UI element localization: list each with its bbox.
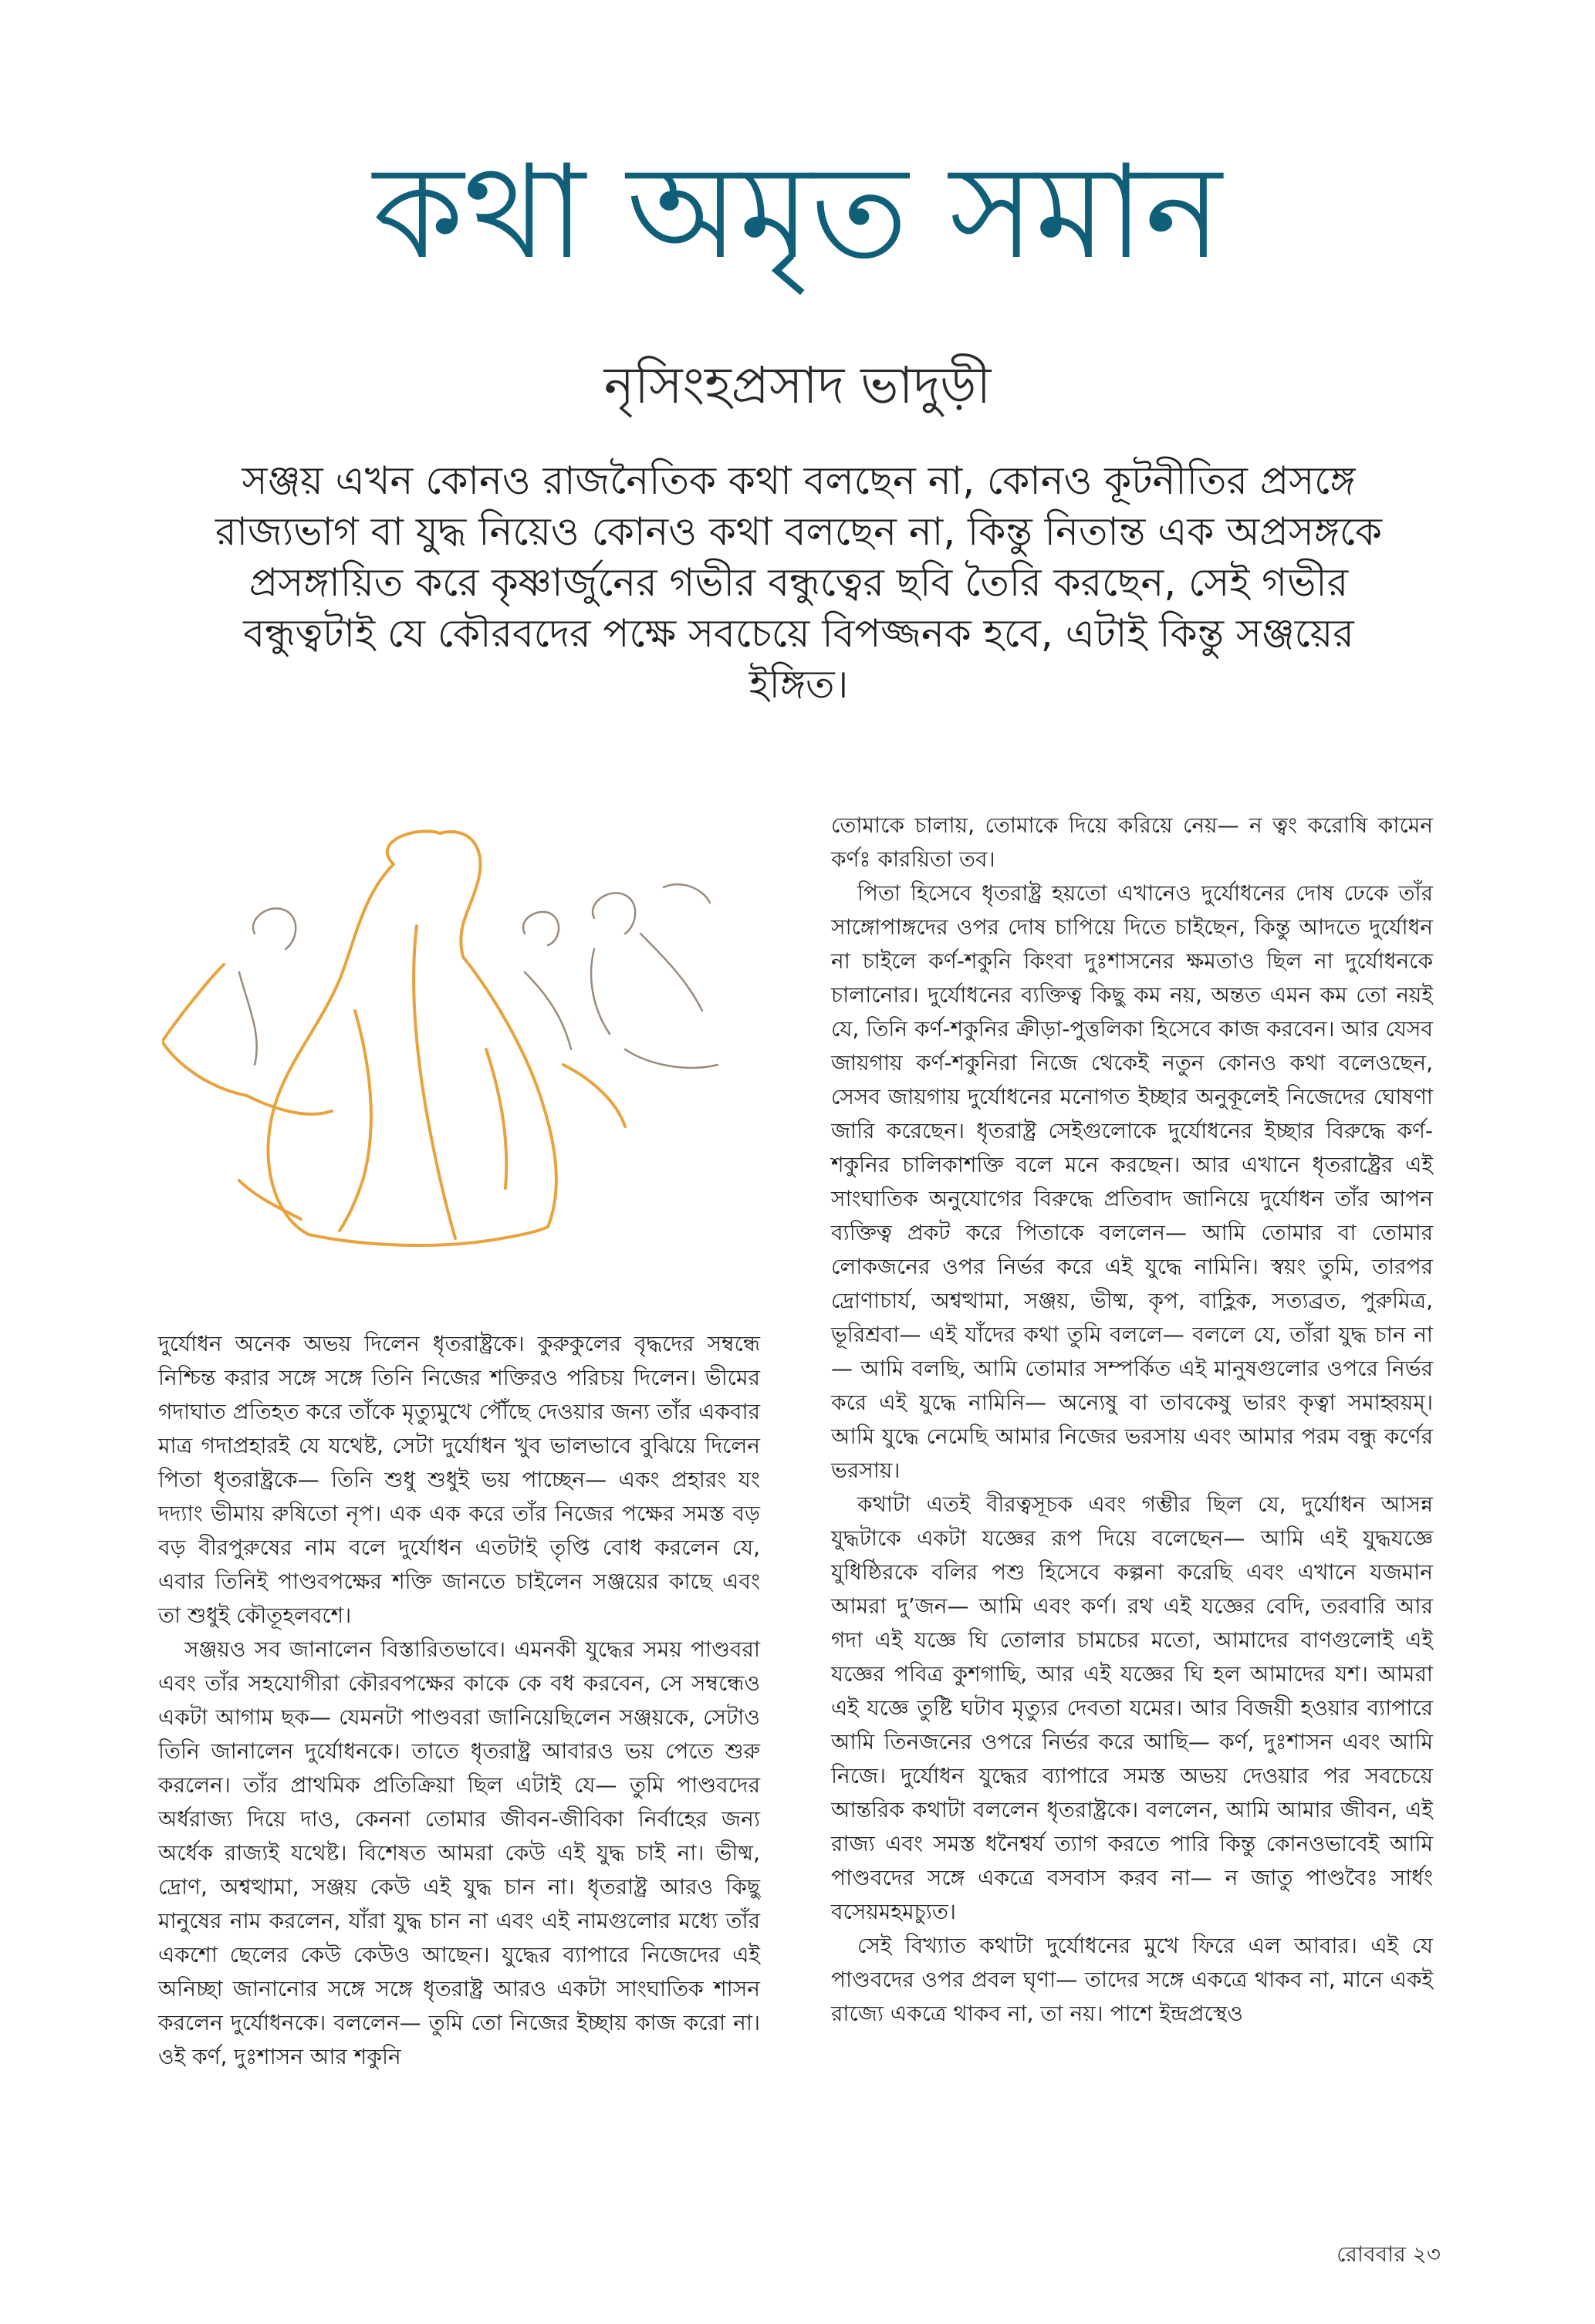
figure-illustration xyxy=(162,818,733,1250)
page-footer: রোববার ২৩ xyxy=(1336,2241,1441,2267)
paragraph: দুর্যোধন অনেক অভয় দিলেন ধৃতরাষ্ট্রকে। কুরুকুলের বৃদ্ধদের সম্বন্ধে নিশ্চিন্ত করার সঙ্গে সঙ্গে তিনি নিজের শক্তিরও পরিচয় দিলেন। ভীমের গদাঘাত প্রতিহত করে তাঁকে মৃত্যুমুখে পৌঁছে দেওয়ার জন্য তাঁর একবার মাত্র গদাপ্রহারই যে যথেষ্ট, সেটা দুর্যোধন খুব ভালভাবে বুঝিয়ে দিলেন পিতা ধৃতরাষ্ট্রকে— তিনি শুধু শুধুই ভয় পাচ্ছেন— একং প্রহারং যং দদ্যাং ভীমায় রুষিতো নৃপ। এক এক করে তাঁর নিজের পক্ষের সমস্ত বড় বড় বীরপুরুষের নাম বলে দুর্যোধন এতটাই তৃপ্তি বোধ করলেন যে, এবার তিনিই পাণ্ডবপক্ষের শক্তি জানতে চাইলেন সঞ্জয়ের কাছে এবং তা শুধুই কৌতূহলবশে। xyxy=(158,1331,760,1628)
paragraph: তোমাকে চালায়, তোমাকে দিয়ে করিয়ে নেয়— ন ত্বং করোষি কামেন কর্ণঃ কারয়িতা তব। xyxy=(831,812,1433,872)
author-name: নৃসিংহপ্রসাদ ভাদুড়ী xyxy=(603,356,992,415)
paragraph: পিতা হিসেবে ধৃতরাষ্ট্র হয়তো এখানেও দুর্যোধনের দোষ ঢেকে তাঁর সাঙ্গোপাঙ্গদের ওপর দোষ চাপিয়ে দিতে চাইছেন, কিন্তু আদতে দুর্যোধন না চাইলে কর্ণ-শকুনি কিংবা দুঃশাসনের ক্ষমতাও ছিল না দুর্যোধনকে চালানোর। দুর্যোধনের ব্যক্তিত্ব কিছু কম নয়, অন্তত এমন কম তো নয়ই যে, তিনি কর্ণ-শকুনির ক্রীড়া-পুত্তলিকা হিসেবে কাজ করবেন। আর যেসব জায়গায় কর্ণ-শকুনিরা নিজে থেকেই নতুন কোনও কথা বলেওছেন, সেসব জায়গায় দুর্যোধনের মনোগত ইচ্ছার অনুকূলেই নিজেদের ঘোষণা জারি করেছেন। ধৃতরাষ্ট্র সেইগুলোকে দুর্যোধনের ইচ্ছার বিরুদ্ধে কর্ণ-শকুনির চালিকাশক্তি বলে মনে করছেন। আর এখানে ধৃতরাষ্ট্রের এই সাংঘাতিক অনুযোগের বিরুদ্ধে প্রতিবাদ জানিয়ে দুর্যোধন তাঁর আপন ব্যক্তিত্ব প্রকট করে পিতাকে বললেন— আমি তোমার বা তোমার লোকজনের ওপর নির্ভর করে এই যুদ্ধে নামিনি। স্বয়ং তুমি, তারপর দ্রোণাচার্য, অশ্বত্থামা, সঞ্জয়, ভীষ্ম, কৃপ, বাহ্লিক, সত্যব্রত, পুরুমিত্র, ভূরিশ্রবা— এই যাঁদের কথা তুমি বললে— বললে যে, তাঁরা যুদ্ধ চান না— আমি বলছি, আমি তোমার সম্পর্কিত এই মানুষগুলোর ওপরে নির্ভর করে এই যুদ্ধে নামিনি— অন্যেষু বা তাবকেষু ভারং কৃত্বা সমাহ্বয়ম্। আমি যুদ্ধে নেমেছি আমার নিজের ভরসায় এবং আমার পরম বন্ধু কর্ণের ভরসায়। xyxy=(831,880,1433,1483)
paragraph: কথাটা এতই বীরত্বসূচক এবং গম্ভীর ছিল যে, দুর্যোধন আসন্ন যুদ্ধটাকে একটা যজ্ঞের রূপ দিয়ে বলেছেন— আমি এই যুদ্ধযজ্ঞে যুধিষ্ঠিরকে বলির পশু হিসেবে কল্পনা করেছি এবং এখানে যজমান আমরা দু’জন— আমি এবং কর্ণ। রথ এই যজ্ঞের বেদি, তরবারি আর গদা এই যজ্ঞে ঘি তোলার চামচের মতো, আমাদের বাণগুলোই এই যজ্ঞের পবিত্র কুশগাছি, আর এই যজ্ঞের ঘি হল আমাদের যশ। আমরা এই যজ্ঞে তুষ্টি ঘটাব মৃত্যুর দেবতা যমের। আর বিজয়ী হওয়ার ব্যাপারে আমি তিনজনের ওপরে নির্ভর করে আছি— কর্ণ, দুঃশাসন এবং আমি নিজে। দুর্যোধন যুদ্ধের ব্যাপারে সমস্ত অভয় দেওয়ার পর সবচেয়ে আন্তরিক কথাটা বললেন ধৃতরাষ্ট্রকে। বললেন, আমি আমার জীবন, এই রাজ্য এবং সমস্ত ধনৈশ্বর্য ত্যাগ করতে পারি কিন্তু কোনওভাবেই আমি পাণ্ডবদের সঙ্গে একত্রে বসবাস করব না— ন জাতু পাণ্ডবৈঃ সার্ধং বসেয়মহমচ্যুত। xyxy=(831,1491,1433,1924)
intro-text: সঞ্জয় এখন কোনও রাজনৈতিক কথা বলছেন না, কোনও কূটনীতির প্রসঙ্গে রাজ্যভাগ বা যুদ্ধ নিয়েও কোনও কথা বলছেন না, কিন্তু নিতান্ত এক অপ্রসঙ্গকে প্রসঙ্গায়িত করে কৃষ্ণার্জুনের গভীর বন্ধুত্বের ছবি তৈরি করছেন, সেই গভীর বন্ধুত্বটাই যে কৌরবদের পক্ষে সবচেয়ে বিপজ্জনক হবে, এটাই কিন্তু সঞ্জয়ের ইঙ্গিত। xyxy=(215,458,1382,707)
left-column xyxy=(158,1327,760,2074)
article-title: কথা অমৃত সমান xyxy=(373,137,1222,288)
paragraph: সেই বিখ্যাত কথাটা দুর্যোধনের মুখে ফিরে এল আবার। এই যে পাণ্ডবদের ওপর প্রবল ঘৃণা— তাদের সঙ্গে একত্রে থাকব না, মানে একই রাজ্যে একত্রে থাকব না, তা নয়। পাশে ইন্দ্রপ্রস্থেও xyxy=(831,1933,1433,2026)
paragraph: সঞ্জয়ও সব জানালেন বিস্তারিতভাবে। এমনকী যুদ্ধের সময় পাণ্ডবরা এবং তাঁর সহযোগীরা কৌরবপক্ষের কাকে কে বধ করবেন, সে সম্বন্ধেও একটা আগাম ছক— যেমনটা পাণ্ডবরা জানিয়েছিলেন সঞ্জয়কে, সেটাও তিনি জানালেন দুর্যোধনকে। তাতে ধৃতরাষ্ট্র আবারও ভয় পেতে শুরু করলেন। তাঁর প্রাথমিক প্রতিক্রিয়া ছিল এটাই যে— তুমি পাণ্ডবদের অর্ধরাজ্য দিয়ে দাও, কেননা তোমার জীবন-জীবিকা নির্বাহের জন্য অর্ধেক রাজ্যই যথেষ্ট। বিশেষত আমরা কেউ এই যুদ্ধ চাই না। ভীষ্ম, দ্রোণ, অশ্বত্থামা, সঞ্জয় কেউ এই যুদ্ধ চান না। ধৃতরাষ্ট্র আরও কিছু মানুষের নাম করলেন, যাঁরা যুদ্ধ চান না এবং এই নামগুলোর মধ্যে তাঁর একশো ছেলের কেউ কেউও আছেন। যুদ্ধের ব্যাপারে নিজেদের এই অনিচ্ছা জানানোর সঙ্গে সঙ্গে ধৃতরাষ্ট্র আরও একটা সাংঘাতিক শাসন করলেন দুর্যোধনকে। বললেন— তুমি তো নিজের ইচ্ছায় কাজ করো না। ওই কর্ণ, দুঃশাসন আর শকুনি xyxy=(158,1637,760,2069)
right-column xyxy=(831,809,1433,2031)
seated-figure-drawing xyxy=(162,831,625,1245)
